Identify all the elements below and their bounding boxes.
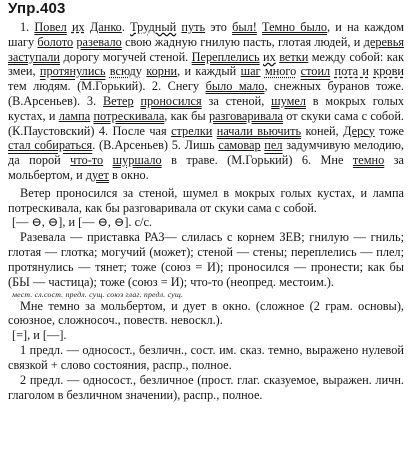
- predicate-word: разевало: [76, 34, 122, 49]
- predicate-word: было мало: [205, 79, 265, 94]
- predicate-word: разговаривала: [208, 108, 283, 123]
- text-fragment: , как бы: [164, 108, 206, 123]
- exercise-text: [8, 20, 404, 183]
- subject-word: Данко: [89, 20, 122, 34]
- predicate-word: был!: [232, 20, 257, 34]
- predicate-word: Переплелись: [191, 49, 260, 64]
- subject-word: стрелки: [171, 123, 213, 138]
- analyzed-sentence-2: Мне темно за мольбертом, и дует в окно. (сложное (2 грам. основы), союзное, сложносоч., повеств. невоскл.).: [8, 298, 404, 328]
- text-fragment: 3.: [86, 93, 97, 108]
- attribute-word: их: [263, 49, 276, 64]
- subject-word: болото: [37, 34, 74, 49]
- adverbial-word: всюду: [109, 64, 142, 79]
- predicate-word: начали вьючить: [216, 123, 302, 138]
- predicate-word: стал собираться: [8, 138, 93, 153]
- predicate-word: стоил: [300, 64, 331, 79]
- text-fragment: тем людям. (М.Горький).: [8, 79, 146, 94]
- subject-word: лампа: [58, 108, 91, 123]
- text-fragment: дорогу могучей стеной.: [63, 49, 189, 64]
- text-fragment: . (В.Арсеньев) 5. Лишь: [92, 138, 215, 153]
- text-fragment: в мокрых голых кустах, и: [8, 93, 404, 123]
- predicate-word: шуршало: [112, 153, 162, 168]
- text-fragment: 2. Снегу: [151, 79, 200, 94]
- parts-of-speech-labels: мест. сл.сост. предл. сущ. союз глаг. предл. сущ.: [12, 289, 184, 299]
- text-fragment: задумчивую мелодию, да порой: [8, 138, 404, 168]
- text-fragment: это: [210, 20, 227, 34]
- object-word: крови: [373, 64, 404, 79]
- subject-word: шаг: [240, 64, 261, 79]
- adverbial-word: много: [264, 64, 297, 79]
- subject-word: самовар: [218, 138, 261, 153]
- subject-word: корни: [146, 64, 178, 79]
- text-fragment: в окно.: [111, 167, 149, 182]
- object-word: пота и: [334, 64, 369, 79]
- predicate-word: темно: [352, 153, 385, 168]
- clause-analysis-2: 2 предл. — односост., безличное (прост. глаг. сказуемое, выражен. личн. глаголом в безличном значении), распр., полное.: [8, 372, 404, 402]
- predicate-word: протянулись: [39, 64, 106, 79]
- subject-word: что-то: [70, 153, 104, 168]
- sentence-scheme: [— ⊖, ⊖], и [— ⊖, ⊖]. с/с.: [12, 215, 152, 230]
- spelling-analysis: Разевала — приставка РАЗ— слилась с корнем ЗЕВ; гнилую — гниль; глотая — глотка; могучий (может); стеной — стены; переплелись — плел; протянулись — тянет; тоже (союз = И); проносился — пронести; как бы (БЫ — частица); тоже (союз = И); что-то (неопред. местоим.).: [8, 230, 404, 289]
- text-fragment: в траве. (М.Горький) 6. Мне: [171, 153, 344, 168]
- text-fragment: коней,: [305, 123, 339, 138]
- text-fragment: свою жадную гнилую пасть, глотая людей, и: [125, 34, 361, 49]
- subject-word: Ветер: [102, 93, 134, 108]
- predicate-word: потрескивала: [93, 108, 165, 123]
- subject-word: путь: [181, 20, 206, 34]
- text-fragment: за стеной,: [208, 93, 265, 108]
- text-fragment: между собой: как змеи,: [8, 49, 404, 79]
- subject-word: деревья: [363, 34, 405, 49]
- sentence-scheme-2: [=], и [—].: [12, 328, 67, 343]
- predicate-word: пел: [264, 138, 283, 153]
- predicate-word: дует: [85, 167, 109, 182]
- exercise-heading: Упр.403: [8, 0, 66, 17]
- subject-word: ветки: [279, 49, 309, 64]
- predicate-word: Темно было: [262, 20, 328, 34]
- predicate-word: заступали: [8, 49, 60, 64]
- text-fragment: тоже: [379, 123, 404, 138]
- attribute-word: Трудный: [130, 20, 177, 34]
- text-fragment: .: [121, 20, 125, 34]
- analyzed-sentence: Ветер проносился за стеной, шумел в мокрых голых кустах, и лампа потрескивала, как бы разговаривала от скуки сама с собой.: [8, 185, 404, 215]
- text-fragment: , и каждый: [177, 64, 237, 79]
- text-fragment: , и на каждом шагу: [8, 20, 404, 49]
- object-word: их: [71, 20, 85, 34]
- predicate-word: проносился: [140, 93, 202, 108]
- text-fragment: за мольбертом, и: [8, 153, 404, 182]
- predicate-word: шумел: [271, 93, 306, 108]
- predicate-word: Повел: [34, 20, 67, 34]
- subject-word: Дерсу: [343, 123, 375, 138]
- text-fragment: от скуки сама с собой. (К.Паустовский) 4. После чая: [8, 108, 404, 138]
- clause-analysis-1: 1 предл. — односост., безличн., сост. им. сказ. темно, выражено нулевой связкой + слово состояния, распр., полное.: [8, 343, 404, 372]
- text-fragment: , снежных буранов тоже. (В.Арсеньев).: [8, 79, 404, 108]
- sentence-number: 1.: [20, 20, 30, 34]
